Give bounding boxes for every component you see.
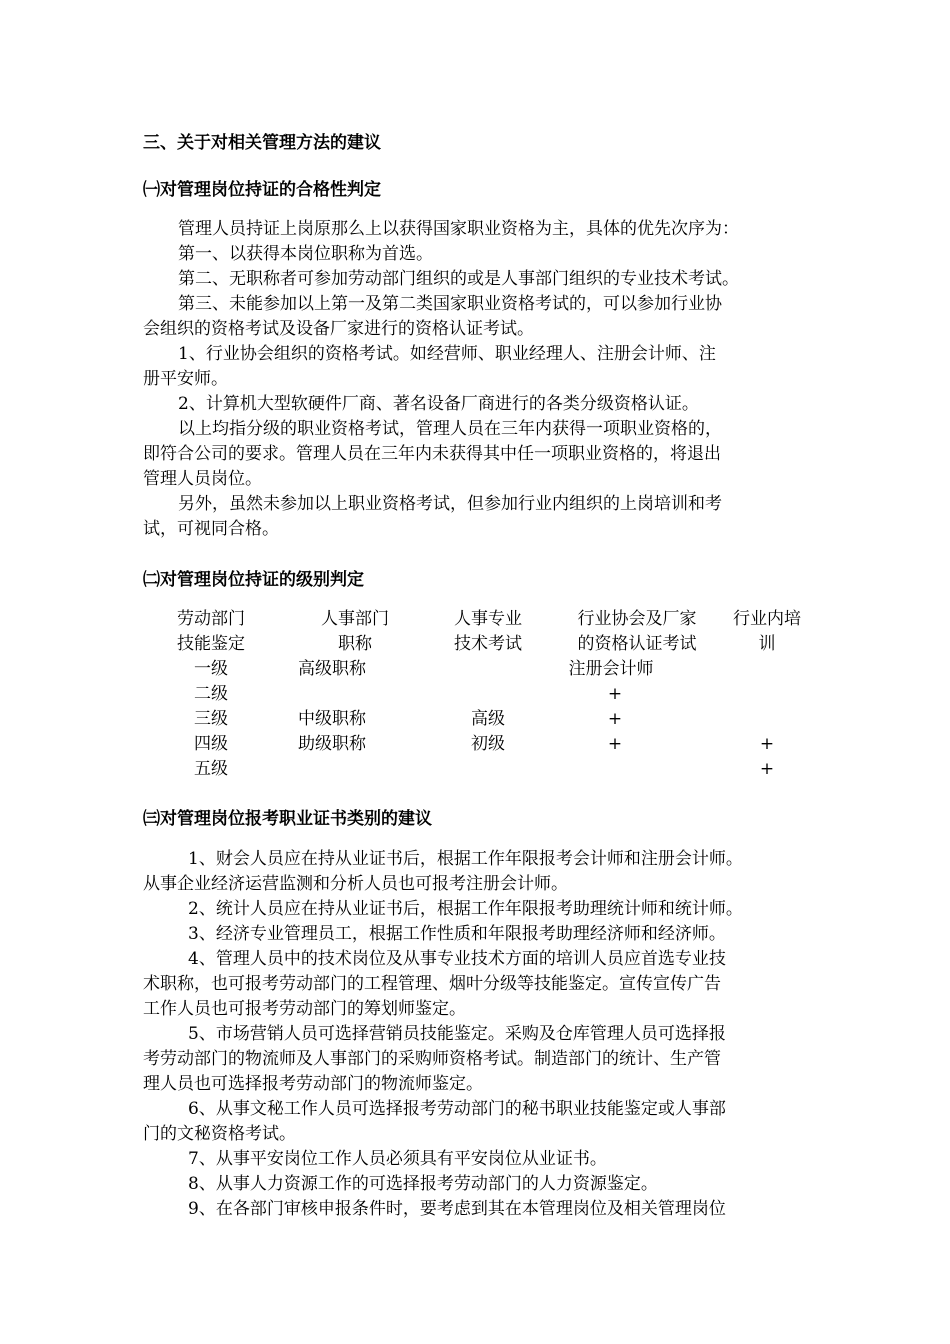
table-cell: 注册会计师: [568, 659, 654, 679]
paragraph-line: 8、从事人力资源工作的可选择报考劳动部门的人力资源鉴定。: [188, 1174, 658, 1194]
paragraph-line: 从事企业经济运营监测和分析人员也可报考注册会计师。: [143, 874, 568, 894]
table-cell: +: [759, 759, 775, 779]
table-cell: +: [607, 709, 623, 729]
subsection-2-title: ㈡对管理岗位持证的级别判定: [143, 570, 364, 590]
subsection-1-body: [143, 217, 811, 542]
table-cell: 高级职称: [298, 659, 366, 679]
table-cell: 一级: [194, 659, 228, 679]
table-header: 行业内培: [733, 609, 801, 629]
paragraph-line: 管理人员岗位。: [143, 469, 262, 489]
table-header: 的资格认证考试: [577, 634, 697, 654]
table-header: 行业协会及厂家: [577, 609, 697, 629]
table-cell: +: [759, 734, 775, 754]
table-cell: 四级: [194, 734, 228, 754]
paragraph-line: 2、统计人员应在持从业证书后，根据工作年限报考助理统计师和统计师。: [188, 899, 743, 919]
paragraph-line: 即符合公司的要求。管理人员在三年内未获得其中任一项职业资格的，将退出: [143, 444, 721, 464]
paragraph-line: 9、在各部门审核申报条件时，要考虑到其在本管理岗位及相关管理岗位: [188, 1199, 726, 1219]
paragraph-line: 工作人员也可报考劳动部门的筹划师鉴定。: [143, 999, 466, 1019]
table-cell: 中级职称: [298, 709, 366, 729]
table-header: 技术考试: [454, 634, 522, 654]
paragraph-line: 4、管理人员中的技术岗位及从事专业技术方面的培训人员应首选专业技: [188, 949, 726, 969]
table-cell: 三级: [194, 709, 228, 729]
table-header: 技能鉴定: [177, 634, 245, 654]
table-header: 职称: [338, 634, 372, 654]
subsection-3-body: [143, 847, 811, 1222]
paragraph-line: 3、经济专业管理员工，根据工作性质和年限报考助理经济师和经济师。: [188, 924, 726, 944]
table-cell: 高级: [471, 709, 505, 729]
paragraph-line: 另外，虽然未参加以上职业资格考试，但参加行业内组织的上岗培训和考: [178, 494, 722, 514]
paragraph-line: 术职称，也可报考劳动部门的工程管理、烟叶分级等技能鉴定。宣传宣传广告: [143, 974, 721, 994]
section-title: 三、关于对相关管理方法的建议: [143, 133, 381, 153]
table-header: 人事专业: [454, 609, 522, 629]
paragraph-line: 门的文秘资格考试。: [143, 1124, 296, 1144]
paragraph-line: 6、从事文秘工作人员可选择报考劳动部门的秘书职业技能鉴定或人事部: [188, 1099, 726, 1119]
table-cell: +: [607, 734, 623, 754]
paragraph-line: 会组织的资格考试及设备厂家进行的资格认证考试。: [143, 319, 534, 339]
subsection-3-title: ㈢对管理岗位报考职业证书类别的建议: [143, 809, 432, 829]
table-header: 人事部门: [321, 609, 389, 629]
table-cell: +: [607, 684, 623, 704]
paragraph-line: 第一、以获得本岗位职称为首选。: [178, 244, 433, 264]
paragraph-line: 1、行业协会组织的资格考试。如经营师、职业经理人、注册会计师、注: [178, 344, 716, 364]
paragraph-line: 第二、无职称者可参加劳动部门组织的或是人事部门组织的专业技术考试。: [178, 269, 739, 289]
paragraph-line: 试，可视同合格。: [143, 519, 279, 539]
paragraph-line: 以上均指分级的职业资格考试，管理人员在三年内获得一项职业资格的，: [178, 419, 722, 439]
paragraph-line: 理人员也可选择报考劳动部门的物流师鉴定。: [143, 1074, 483, 1094]
subsection-1-title: ㈠对管理岗位持证的合格性判定: [143, 180, 381, 200]
table-header: 训: [758, 634, 776, 654]
paragraph-line: 5、市场营销人员可选择营销员技能鉴定。采购及仓库管理人员可选择报: [188, 1024, 726, 1044]
paragraph-line: 册平安师。: [143, 369, 228, 389]
paragraph-line: 7、从事平安岗位工作人员必须具有平安岗位从业证书。: [188, 1149, 607, 1169]
table-cell: 助级职称: [298, 734, 366, 754]
paragraph-line: 2、计算机大型软硬件厂商、著名设备厂商进行的各类分级资格认证。: [178, 394, 699, 414]
table-header: 劳动部门: [177, 609, 245, 629]
paragraph-line: 考劳动部门的物流师及人事部门的采购师资格考试。制造部门的统计、生产管: [143, 1049, 721, 1069]
paragraph-line: 第三、未能参加以上第一及第二类国家职业资格考试的，可以参加行业协: [178, 294, 722, 314]
paragraph-line: 管理人员持证上岗原那么上以获得国家职业资格为主，具体的优先次序为：: [178, 219, 739, 239]
paragraph-line: 1、财会人员应在持从业证书后，根据工作年限报考会计师和注册会计师。: [188, 849, 743, 869]
table-cell: 五级: [194, 759, 228, 779]
table-cell: 初级: [471, 734, 505, 754]
table-cell: 二级: [194, 684, 228, 704]
